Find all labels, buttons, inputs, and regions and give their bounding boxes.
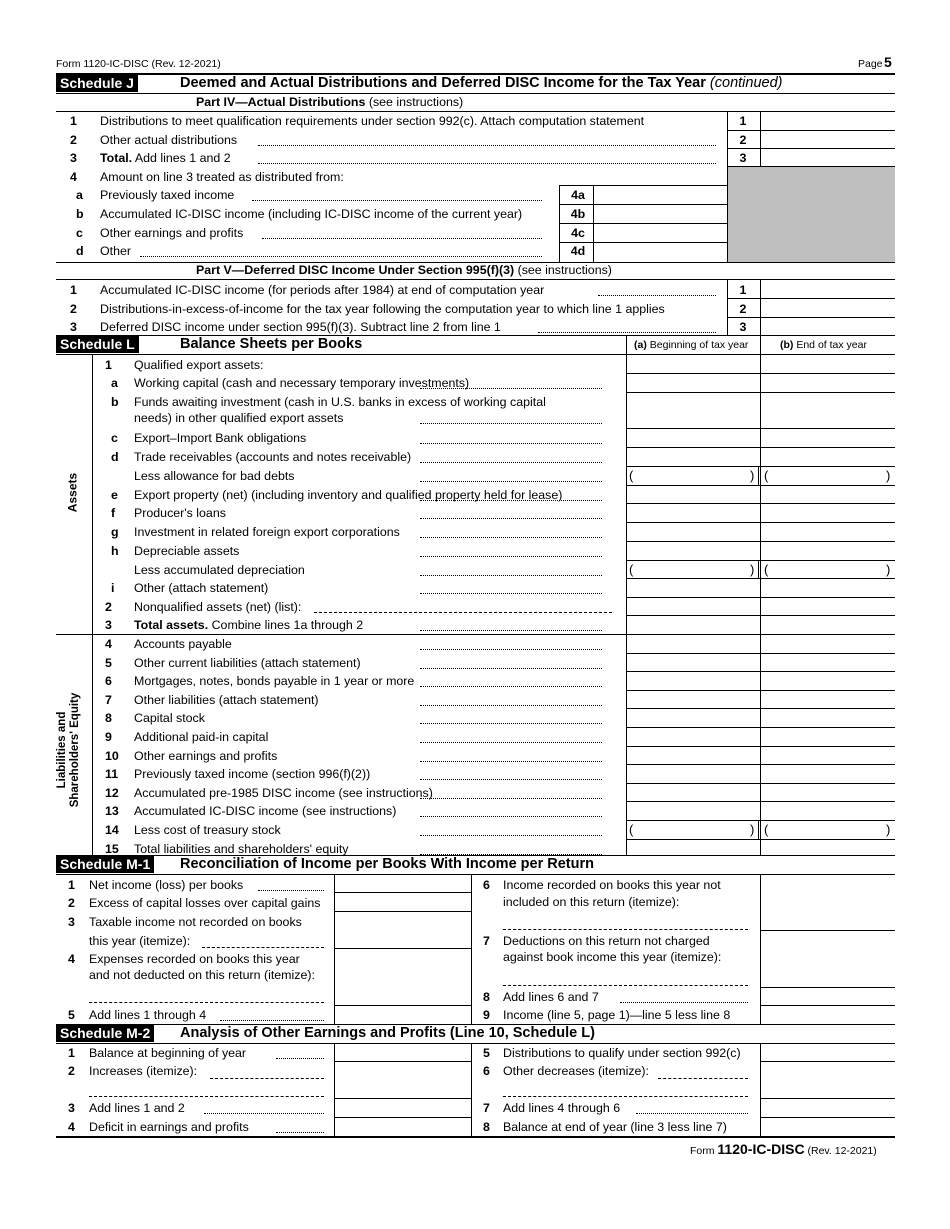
- box-label: 3: [739, 151, 747, 165]
- leader-dots: [420, 835, 602, 836]
- line-num: c: [111, 431, 118, 445]
- leader-dots: [420, 723, 602, 724]
- rule: [727, 111, 728, 262]
- leader-dots: [420, 668, 602, 669]
- balance-field-b[interactable]: [761, 616, 895, 633]
- m1-field-5[interactable]: [335, 1006, 470, 1023]
- m2-field-8[interactable]: [761, 1118, 895, 1135]
- line-text: Deductions on this return not charged: [503, 934, 710, 948]
- parenthesis: (: [764, 562, 769, 577]
- amount-field-5-2[interactable]: [761, 299, 895, 316]
- line-num: b: [111, 395, 119, 409]
- parenthesis: (: [629, 822, 634, 837]
- shaded-area: [727, 166, 895, 262]
- leader-dots: [420, 798, 602, 799]
- balance-field-a[interactable]: [627, 747, 759, 763]
- line-text: Previously taxed income (section 996(f)(2)): [134, 767, 371, 781]
- line-text: Balance at beginning of year: [89, 1046, 247, 1060]
- rule: [758, 466, 759, 485]
- balance-field-a[interactable]: [627, 523, 759, 540]
- amount-field-5-3[interactable]: [761, 318, 895, 334]
- leader-dots: [420, 686, 602, 687]
- m2-field-3[interactable]: [335, 1099, 470, 1116]
- line-num: 9: [105, 730, 112, 744]
- rule: [471, 1043, 472, 1136]
- balance-field-b[interactable]: [761, 784, 895, 800]
- balance-field-a[interactable]: [627, 393, 759, 427]
- balance-field-a[interactable]: [627, 598, 759, 614]
- itemize-line: [210, 1078, 324, 1079]
- line-text: Other: [100, 244, 131, 258]
- line-num: c: [76, 226, 83, 240]
- balance-field-a[interactable]: [627, 635, 759, 652]
- line-text: Accumulated IC-DISC income (including IC-DISC income of the current year): [100, 207, 523, 221]
- line-num: 13: [105, 804, 119, 818]
- box-label: 1: [739, 114, 747, 128]
- amount-field-4b[interactable]: [594, 205, 726, 222]
- line-text: Trade receivables (accounts and notes receivable): [134, 450, 412, 464]
- line-text: and not deducted on this return (itemize):: [89, 968, 315, 982]
- schedule-l-badge: Schedule L: [56, 336, 139, 353]
- itemize-line: [503, 985, 748, 986]
- m2-field-1[interactable]: [335, 1044, 470, 1060]
- balance-field-a[interactable]: [627, 840, 759, 854]
- balance-field-a[interactable]: [627, 728, 759, 745]
- leader-dots: [420, 462, 602, 463]
- balance-field-b[interactable]: [761, 467, 895, 484]
- schedule-m2-title: Analysis of Other Earnings and Profits (Line 10, Schedule L): [180, 1025, 595, 1041]
- balance-field-a[interactable]: [627, 616, 759, 633]
- line-num: 3: [68, 915, 75, 929]
- line-num: d: [76, 244, 84, 258]
- line-text: Less accumulated depreciation: [134, 563, 305, 577]
- balance-field-b[interactable]: [761, 821, 895, 838]
- col-b-header: (b) End of tax year: [780, 339, 867, 351]
- leader-dots: [276, 1132, 324, 1133]
- line-num: 2: [68, 1064, 75, 1078]
- m2-field-7[interactable]: [761, 1099, 895, 1116]
- balance-field-a[interactable]: [627, 784, 759, 800]
- leader-dots: [262, 238, 542, 239]
- line-num: 3: [70, 320, 77, 334]
- line-text: Deferred DISC income under section 995(f)(3). Subtract line 2 from line 1: [100, 320, 501, 334]
- balance-field-a[interactable]: [627, 579, 759, 596]
- leader-dots: [252, 200, 542, 201]
- parenthesis: ): [750, 822, 755, 837]
- line-text: Other actual distributions: [100, 133, 238, 147]
- balance-field-a[interactable]: [627, 821, 759, 838]
- rule: [727, 279, 728, 335]
- m1-field-2[interactable]: [335, 893, 470, 910]
- leader-dots: [258, 163, 716, 164]
- rule: [56, 93, 895, 94]
- leader-dots: [598, 295, 716, 296]
- line-text: Investment in related foreign export corporations: [134, 525, 400, 539]
- rule: [727, 166, 895, 167]
- balance-field-b[interactable]: [761, 448, 895, 465]
- line-num: 6: [483, 1064, 490, 1078]
- box-label: 2: [739, 302, 747, 316]
- leader-dots: [276, 1058, 324, 1059]
- itemize-line: [89, 1002, 324, 1003]
- leader-dots: [636, 1113, 748, 1114]
- line-text: Amount on line 3 treated as distributed from:: [100, 170, 344, 184]
- line-num: 10: [105, 749, 119, 763]
- line-num: 8: [483, 990, 490, 1004]
- line-num: 5: [483, 1046, 490, 1060]
- line-num: 2: [70, 302, 77, 316]
- m1-field-7[interactable]: [761, 931, 895, 986]
- line-num: 2: [105, 600, 112, 614]
- leader-dots: [620, 1002, 748, 1003]
- balance-field-a[interactable]: [627, 504, 759, 521]
- balance-field-b[interactable]: [761, 393, 895, 427]
- line-text: Other current liabilities (attach statement): [134, 656, 361, 670]
- line-num: f: [111, 506, 116, 520]
- balance-field-b[interactable]: [761, 542, 895, 559]
- footer-form-name: Form 1120-IC-DISC (Rev. 12-2021): [690, 1141, 877, 1157]
- assets-label: Assets: [65, 472, 80, 513]
- balance-field-b[interactable]: [761, 635, 895, 652]
- leader-dots: [420, 500, 602, 501]
- leader-dots: [258, 890, 324, 891]
- line-text: Expenses recorded on books this year: [89, 952, 300, 966]
- line-text: Funds awaiting investment (cash in U.S. banks in excess of working capital: [134, 395, 546, 409]
- itemize-line: [202, 947, 324, 948]
- line-num: 7: [105, 693, 112, 707]
- schedule-m1-title: Reconciliation of Income per Books With Income per Return: [180, 856, 594, 872]
- line-num: g: [111, 525, 119, 539]
- line-text: Previously taxed income: [100, 188, 235, 202]
- line-num: 3: [105, 618, 112, 632]
- m2-field-5[interactable]: [761, 1044, 895, 1060]
- leader-dots: [420, 443, 602, 444]
- line-text: Less allowance for bad debts: [134, 469, 295, 483]
- leader-dots: [420, 556, 602, 557]
- rule: [758, 820, 759, 839]
- line-text: Export property (net) (including inventory and qualified property held for lease): [134, 488, 563, 502]
- line-text: Add lines 4 through 6: [503, 1101, 621, 1115]
- balance-field-a[interactable]: [627, 448, 759, 465]
- line-text: Distributions to qualify under section 992(c): [503, 1046, 741, 1060]
- line-num: 3: [70, 151, 77, 165]
- leader-dots: [420, 388, 602, 389]
- balance-field-a[interactable]: [627, 654, 759, 670]
- line-text: Income recorded on books this year not: [503, 878, 721, 892]
- line-num: 6: [483, 878, 490, 892]
- line-num: b: [76, 207, 84, 221]
- line-num: 4: [105, 637, 112, 651]
- parenthesis: (: [764, 822, 769, 837]
- line-num: e: [111, 488, 118, 502]
- line-text: Total assets. Combine lines 1a through 2: [134, 618, 364, 632]
- m2-field-4[interactable]: [335, 1118, 470, 1135]
- balance-field-a[interactable]: [627, 374, 759, 391]
- col-a-header: (a) Beginning of tax year: [634, 339, 749, 351]
- line-text: Taxable income not recorded on books: [89, 915, 302, 929]
- liabilities-label: Liabilities and Shareholders' Equity: [56, 692, 81, 808]
- m1-field-9[interactable]: [761, 1006, 895, 1023]
- balance-field-b[interactable]: [761, 672, 895, 689]
- m1-field-1[interactable]: [335, 875, 470, 891]
- line-text: Increases (itemize):: [89, 1064, 198, 1078]
- line-num: 1: [68, 1046, 75, 1060]
- rule: [471, 874, 472, 1024]
- line-text: Total liabilities and shareholders' equity: [134, 842, 349, 856]
- line-text: Additional paid-in capital: [134, 730, 269, 744]
- line-text: Balance at end of year (line 3 less line 7): [503, 1120, 727, 1134]
- line-num: 9: [483, 1008, 490, 1022]
- balance-field-a[interactable]: [627, 429, 759, 446]
- leader-dots: [420, 649, 602, 650]
- line-text: Working capital (cash and necessary temporary investments): [134, 376, 470, 390]
- amount-field-5-1[interactable]: [761, 280, 895, 297]
- form-revision: Form 1120-IC-DISC (Rev. 12-2021): [56, 58, 221, 70]
- m2-field-6[interactable]: [761, 1062, 895, 1097]
- line-text: Capital stock: [134, 711, 205, 725]
- leader-dots: [420, 705, 602, 706]
- line-num: 12: [105, 786, 119, 800]
- amount-field-4c[interactable]: [594, 224, 726, 241]
- line-num: 7: [483, 1101, 490, 1115]
- box-label: 4b: [570, 207, 586, 221]
- line-text: Total. Add lines 1 and 2: [100, 151, 231, 165]
- part4-title: Part IV—Actual Distributions (see instructions): [196, 95, 464, 109]
- line-text: Accumulated IC-DISC income (for periods after 1984) at end of computation year: [100, 283, 545, 297]
- line-text: included on this return (itemize):: [503, 895, 680, 909]
- balance-field-b[interactable]: [761, 654, 895, 670]
- line-text: Other liabilities (attach statement): [134, 693, 319, 707]
- line-num: 1: [105, 358, 112, 372]
- line-num: a: [76, 188, 83, 202]
- m2-field-2[interactable]: [335, 1062, 470, 1097]
- balance-field-b[interactable]: [761, 523, 895, 540]
- line-num: 2: [68, 896, 75, 910]
- leader-dots: [204, 1113, 324, 1114]
- leader-dots: [258, 145, 716, 146]
- schedule-j-title: Deemed and Actual Distributions and Deferred DISC Income for the Tax Year (continued): [180, 75, 783, 91]
- balance-field-b[interactable]: [761, 709, 895, 726]
- line-text: Deficit in earnings and profits: [89, 1120, 249, 1134]
- line-num: 4: [70, 170, 77, 184]
- leader-dots: [420, 575, 602, 576]
- balance-field-b[interactable]: [761, 504, 895, 521]
- balance-field-b[interactable]: [761, 579, 895, 596]
- line-num: 6: [105, 674, 112, 688]
- parenthesis: ): [750, 468, 755, 483]
- line-text: Qualified export assets:: [134, 358, 264, 372]
- balance-field-a[interactable]: [627, 467, 759, 484]
- line-num: 4: [68, 1120, 75, 1134]
- line-num: 11: [105, 767, 119, 781]
- balance-field-b[interactable]: [761, 747, 895, 763]
- m1-field-3[interactable]: [335, 912, 470, 947]
- line-text: Distributions to meet qualification requirements under section 992(c). Attach computation statement: [100, 114, 645, 128]
- page-number: 5: [884, 54, 892, 70]
- line-num: d: [111, 450, 119, 464]
- line-num: 3: [68, 1101, 75, 1115]
- line-text: Less cost of treasury stock: [134, 823, 281, 837]
- balance-field-a[interactable]: [627, 561, 759, 577]
- line-num: 2: [70, 133, 77, 147]
- line-text: Other (attach statement): [134, 581, 269, 595]
- line-num: i: [111, 581, 115, 595]
- line-num: 15: [105, 842, 119, 856]
- box-label: 2: [739, 133, 747, 147]
- amount-field-4-3[interactable]: [761, 149, 895, 165]
- line-num: 4: [68, 952, 75, 966]
- line-text: Accounts payable: [134, 637, 232, 651]
- balance-field-b[interactable]: [761, 429, 895, 446]
- line-text: Mortgages, notes, bonds payable in 1 year or more: [134, 674, 415, 688]
- line-text: Distributions-in-excess-of-income for the tax year following the computation year to which line 1 applies: [100, 302, 665, 316]
- balance-field-b[interactable]: [761, 728, 895, 745]
- line-text: Other earnings and profits: [134, 749, 278, 763]
- itemize-line: [89, 1096, 324, 1097]
- rule: [56, 634, 92, 635]
- leader-dots: [420, 481, 602, 482]
- parenthesis: (: [629, 468, 634, 483]
- box-label: 4a: [571, 188, 585, 202]
- amount-field-4d[interactable]: [594, 243, 726, 261]
- part5-title: Part V—Deferred DISC Income Under Section 995(f)(3) (see instructions): [196, 263, 612, 277]
- line-text: this year (itemize):: [89, 934, 191, 948]
- line-num: 8: [483, 1120, 490, 1134]
- amount-field-4a[interactable]: [594, 186, 726, 203]
- parenthesis: ): [886, 822, 891, 837]
- schedule-m1-badge: Schedule M-1: [56, 856, 154, 873]
- balance-field-b[interactable]: [761, 374, 895, 391]
- line-text: needs) in other qualified export assets: [134, 411, 344, 425]
- line-text: Income (line 5, page 1)—line 5 less line 8: [503, 1008, 731, 1022]
- box-label: 1: [739, 283, 747, 297]
- itemize-line: [314, 612, 612, 613]
- box-label: 3: [739, 320, 747, 334]
- line-text: Add lines 1 through 4: [89, 1008, 207, 1022]
- rule: [56, 354, 895, 355]
- leader-dots: [420, 593, 602, 594]
- line-text: Excess of capital losses over capital gains: [89, 896, 321, 910]
- parenthesis: ): [750, 562, 755, 577]
- page-label: Page: [858, 58, 883, 70]
- leader-dots: [420, 537, 602, 538]
- parenthesis: ): [886, 562, 891, 577]
- rule: [92, 354, 93, 855]
- rule: [56, 1136, 895, 1138]
- line-text: Accumulated pre-1985 DISC income (see instructions): [134, 786, 433, 800]
- line-text: Producer's loans: [134, 506, 226, 520]
- leader-dots: [420, 761, 602, 762]
- line-num: a: [111, 376, 118, 390]
- leader-dots: [220, 1020, 324, 1021]
- m1-field-8[interactable]: [761, 988, 895, 1004]
- balance-field-a[interactable]: [627, 486, 759, 502]
- balance-field-b[interactable]: [761, 486, 895, 502]
- leader-dots: [420, 518, 602, 519]
- rule: [92, 634, 626, 635]
- line-text: Add lines 6 and 7: [503, 990, 599, 1004]
- balance-field-a[interactable]: [627, 691, 759, 707]
- schedule-l-title: Balance Sheets per Books: [180, 336, 363, 352]
- line-num: 14: [105, 823, 119, 837]
- leader-dots: [420, 742, 602, 743]
- m1-field-4[interactable]: [335, 949, 470, 1004]
- line-text: Other decreases (itemize):: [503, 1064, 649, 1078]
- balance-field-b[interactable]: [761, 691, 895, 707]
- box-label: 4c: [571, 226, 585, 240]
- line-num: 8: [105, 711, 112, 725]
- m1-field-6[interactable]: [761, 875, 895, 929]
- line-text: Add lines 1 and 2: [89, 1101, 185, 1115]
- amount-field-4-1[interactable]: [761, 112, 895, 129]
- schedule-j-badge: Schedule J: [56, 75, 138, 92]
- leader-dots: [420, 630, 602, 631]
- box-label: 4d: [570, 244, 586, 258]
- balance-field-b[interactable]: [761, 598, 895, 614]
- line-num: 5: [105, 656, 112, 670]
- line-text: Nonqualified assets (net) (list):: [134, 600, 302, 614]
- parenthesis: ): [886, 468, 891, 483]
- leader-dots: [140, 256, 542, 257]
- leader-dots: [420, 423, 602, 424]
- line-num: 7: [483, 934, 490, 948]
- balance-field-b[interactable]: [761, 802, 895, 819]
- balance-field-a[interactable]: [627, 542, 759, 559]
- line-text: against book income this year (itemize):: [503, 950, 722, 964]
- leader-dots: [420, 779, 602, 780]
- line-text: Other earnings and profits: [100, 226, 244, 240]
- balance-field-b[interactable]: [761, 561, 895, 577]
- line-text: Accumulated IC-DISC income (see instructions): [134, 804, 397, 818]
- schedule-m2-badge: Schedule M-2: [56, 1025, 154, 1042]
- line-text: Depreciable assets: [134, 544, 240, 558]
- itemize-line: [503, 929, 748, 930]
- itemize-line: [503, 1096, 748, 1097]
- rule: [758, 560, 759, 578]
- line-num: h: [111, 544, 119, 558]
- balance-field-a[interactable]: [627, 709, 759, 726]
- balance-field-b[interactable]: [761, 765, 895, 782]
- balance-field-a[interactable]: [627, 765, 759, 782]
- line-num: 1: [68, 878, 75, 892]
- balance-field-a[interactable]: [627, 802, 759, 819]
- parenthesis: (: [764, 468, 769, 483]
- balance-field-b[interactable]: [761, 840, 895, 854]
- line-num: 1: [70, 114, 77, 128]
- line-num: 5: [68, 1008, 75, 1022]
- line-text: Export–Import Bank obligations: [134, 431, 307, 445]
- line-num: 1: [70, 283, 77, 297]
- leader-dots: [538, 332, 716, 333]
- amount-field-4-2[interactable]: [761, 131, 895, 147]
- line-text: Net income (loss) per books: [89, 878, 244, 892]
- itemize-line: [658, 1078, 748, 1079]
- parenthesis: (: [629, 562, 634, 577]
- leader-dots: [420, 816, 602, 817]
- balance-field-a[interactable]: [627, 672, 759, 689]
